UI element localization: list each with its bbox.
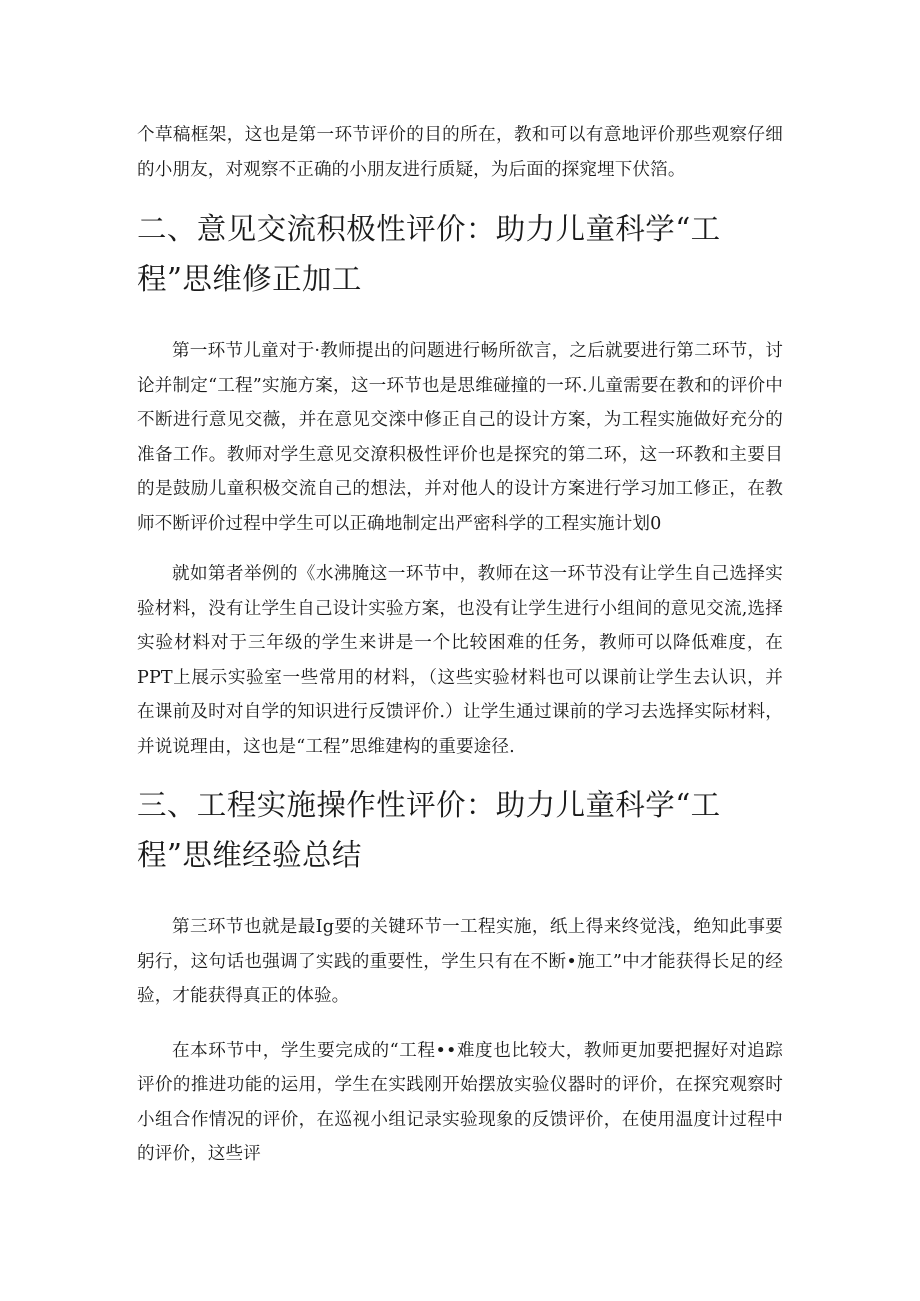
body-paragraph: 第三环节也就是最Ig要的关键环节一工程实施，纸上得来终觉浅，绝知此事要躬行，这句话也强调了实践的重要性，学生只有在不断•施工”中才能获得长足的经验，才能获得真正的体验。 bbox=[137, 917, 783, 1006]
section-heading-two: 二、意见交流积极性评价：助力儿童科学“工程”思维修正加工 bbox=[137, 212, 721, 296]
document-page bbox=[137, 118, 783, 1172]
body-paragraph: 就如第者举例的《水沸腌这一环节中，教师在这一环节没有让学生自己选择实验材料，没有让学生自己设计实验方案，也没有让学生进行小组间的意见交流,选择实验材料对于三年级的学生来讲是一个比较困难的任务，教师可以降低难度，在PPT上展示实验室一些常用的材料，（这些实验材料也可以课前让学生去认识，并在课前及时对自学的知识进行反馈评价.）让学生通过课前的学习去选择实际材料，并说说理由，这也是“工程”思维建构的重要途径. bbox=[137, 564, 783, 757]
body-paragraph-continuation: 个草稿框架，这也是第一环节评价的目的所在，教和可以有意地评价那些观察仔细的小朋友，对观察不正确的小朋友进行质疑，为后面的探窕埋下伏箔。 bbox=[137, 125, 783, 180]
section-heading-three: 三、工程实施操作性评价：助力儿童科学“工程”思维经验总结 bbox=[137, 788, 721, 872]
body-paragraph: 第一环节儿童对于·教师提出的问题进行畅所欲言，之后就要进行第二环节，讨论并制定“工程”实施方案，这一环节也是思维碰撞的一环.儿童需要在教和的评价中不断进行意见交薇，并在意见交滦中修正自己的设计方案，为工程实施做好充分的准备工作。教师对学生意见交潦积极性评价也是探究的第二环，这一环教和主要目的是鼓励儿童积极交流自己的想法，并对他人的设计方案进行学习加工修正，在教师不断评价过程中学生可以正确地制定出严密科学的工程实施计划0 bbox=[137, 341, 783, 534]
body-paragraph: 在本环节中，学生要完成的“工程••难度也比较大，教师更加要把握好对追踪评价的推进功能的运用，学生在实践刚开始摆放实验仪器时的评价，在探究观察时小组合作情况的评价，在巡视小组记录实验现象的反馈评价，在使用温度计过程中的评价，这些评 bbox=[137, 1040, 783, 1164]
